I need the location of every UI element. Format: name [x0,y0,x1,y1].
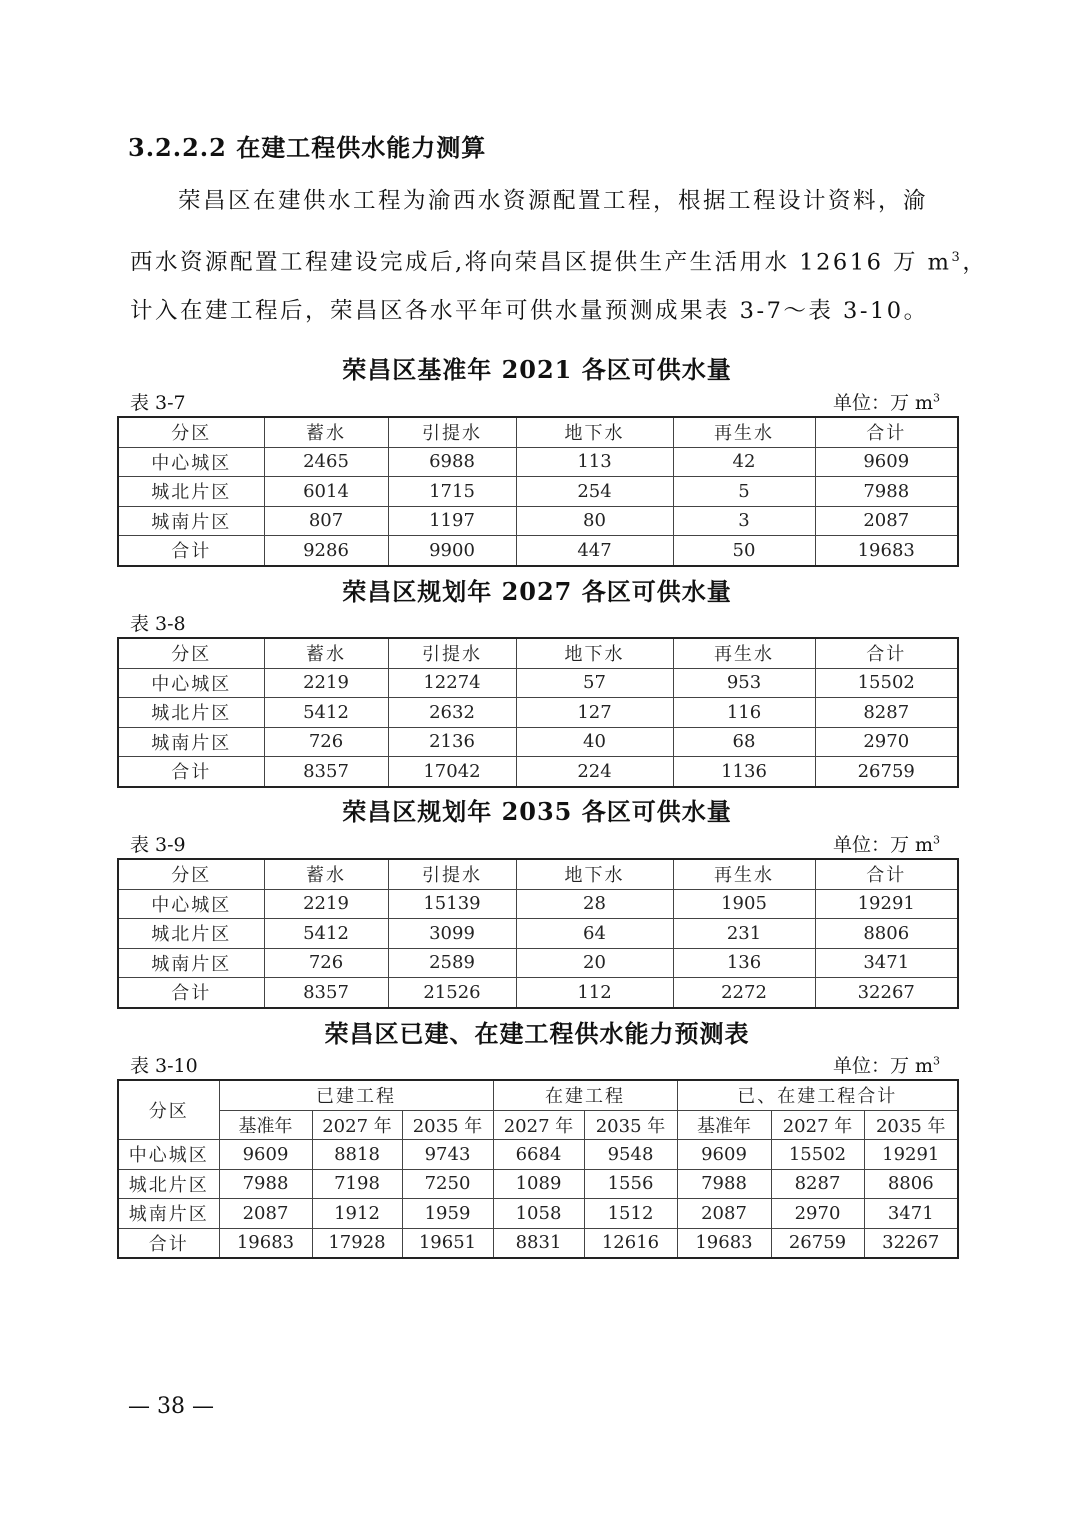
table-row [118,727,958,757]
table-cell: 2219 [264,668,388,698]
table-row [118,948,958,978]
table-total-row [118,757,958,787]
table-caption [130,830,940,856]
paragraph-line-2: 西水资源配置工程建设完成后,将向荣昌区提供生产生活用水 12616 万 $m^3$， [130,249,988,276]
table-caption [130,388,940,414]
table-cell: 1089 [493,1169,584,1199]
table-cell: 8818 [312,1140,402,1170]
table-cell: 116 [673,698,815,728]
table-cell: 726 [264,727,388,757]
table-cell: 231 [673,919,815,949]
table-row [118,1199,958,1229]
column-header: 分区 [118,417,264,447]
zone-cell: 合计 [118,536,264,566]
table-cell: 1197 [388,506,516,536]
column-header: 再生水 [673,417,815,447]
water-supply-table-3-8 [117,637,959,788]
table-cell: 2970 [771,1199,864,1229]
column-header: 合计 [815,638,958,668]
table-cell: 9609 [815,447,958,477]
table-cell: 5 [673,477,815,507]
table-cell: 447 [516,536,673,566]
zone-cell: 中心城区 [118,668,264,698]
column-header: 再生水 [673,859,815,889]
column-header: 合计 [815,417,958,447]
paragraph-line-3: 计入在建工程后，荣昌区各水平年可供水量预测成果表 3-7～表 3-10。 [130,298,929,324]
table-cell: 50 [673,536,815,566]
table-group-header-row [118,1080,958,1110]
column-header: 引提水 [388,417,516,447]
zone-cell: 城南片区 [118,727,264,757]
table-cell: 1058 [493,1199,584,1229]
zone-cell: 合计 [118,757,264,787]
table-cell: 1905 [673,889,815,919]
table-cell: 9743 [402,1140,493,1170]
table-cell: 6684 [493,1140,584,1170]
column-header: 再生水 [673,638,815,668]
table-cell: 127 [516,698,673,728]
paragraph-line-1: 荣昌区在建供水工程为渝西水资源配置工程，根据工程设计资料，渝 [178,188,929,214]
column-header: 引提水 [388,638,516,668]
table-cell: 2087 [219,1199,312,1229]
zone-cell: 合计 [118,1228,219,1258]
section-heading: 3.2.2.2 在建工程供水能力测算 [128,133,487,162]
table-row [118,889,958,919]
table-cell: 40 [516,727,673,757]
table-title: 荣昌区基准年 2021 各区可供水量 [342,355,732,384]
table-subheader-row [118,1110,958,1140]
column-header: 分区 [118,1080,219,1140]
table-row [118,1140,958,1170]
table-cell: 3471 [815,948,958,978]
table-cell: 9900 [388,536,516,566]
table-row [118,447,958,477]
table-row [118,506,958,536]
table-cell: 807 [264,506,388,536]
table-cell: 1715 [388,477,516,507]
table-number: 表 3-7 [130,392,186,414]
table-title: 荣昌区规划年 2027 各区可供水量 [342,577,732,606]
column-header: 蓄水 [264,638,388,668]
table-cell: 1959 [402,1199,493,1229]
table-cell: 3 [673,506,815,536]
table-cell: 726 [264,948,388,978]
table-cell: 2970 [815,727,958,757]
table-cell: 5412 [264,698,388,728]
table-cell: 8806 [815,919,958,949]
column-header: 2027 年 [771,1110,864,1140]
table-cell: 2465 [264,447,388,477]
zone-cell: 城南片区 [118,1199,219,1229]
column-header: 2035 年 [402,1110,493,1140]
zone-cell: 合计 [118,978,264,1008]
table-cell: 1556 [584,1169,677,1199]
table-cell: 9548 [584,1140,677,1170]
column-header: 2035 年 [864,1110,958,1140]
column-header: 蓄水 [264,417,388,447]
table-row [118,919,958,949]
column-header: 基准年 [677,1110,771,1140]
zone-cell: 中心城区 [118,447,264,477]
group-header: 已建工程 [219,1080,493,1110]
column-header: 2027 年 [493,1110,584,1140]
table-cell: 8287 [815,698,958,728]
table-cell: 8806 [864,1169,958,1199]
table-cell: 21526 [388,978,516,1008]
table-cell: 254 [516,477,673,507]
table-cell: 8357 [264,757,388,787]
column-header: 地下水 [516,859,673,889]
table-number: 表 3-9 [130,834,186,856]
table-row [118,698,958,728]
table-cell: 15139 [388,889,516,919]
table-cell: 3099 [388,919,516,949]
table-cell: 8357 [264,978,388,1008]
table-cell: 136 [673,948,815,978]
table-total-row [118,536,958,566]
table-cell: 32267 [815,978,958,1008]
zone-cell: 城南片区 [118,948,264,978]
table-cell: 1512 [584,1199,677,1229]
column-header: 基准年 [219,1110,312,1140]
table-cell: 57 [516,668,673,698]
table-cell: 19651 [402,1228,493,1258]
unit-label: 单位：万 $m^3$ [832,833,940,856]
table-title: 荣昌区规划年 2035 各区可供水量 [342,797,732,826]
zone-cell: 城北片区 [118,919,264,949]
column-header: 分区 [118,859,264,889]
table-cell: 15502 [771,1140,864,1170]
table-number: 表 3-10 [130,1055,198,1077]
table-cell: 2087 [815,506,958,536]
column-header: 蓄水 [264,859,388,889]
table-cell: 80 [516,506,673,536]
table-cell: 28 [516,889,673,919]
table-cell: 17928 [312,1228,402,1258]
table-cell: 6988 [388,447,516,477]
column-header: 2035 年 [584,1110,677,1140]
table-header-row [118,417,958,447]
table-cell: 7198 [312,1169,402,1199]
zone-cell: 中心城区 [118,1140,219,1170]
table-cell: 2219 [264,889,388,919]
table-cell: 2087 [677,1199,771,1229]
water-supply-table-3-7 [117,416,959,567]
table-cell: 64 [516,919,673,949]
column-header: 引提水 [388,859,516,889]
column-header: 地下水 [516,638,673,668]
table-cell: 7250 [402,1169,493,1199]
table-cell: 12616 [584,1228,677,1258]
table-caption [130,1051,940,1077]
table-cell: 1136 [673,757,815,787]
table-cell: 2272 [673,978,815,1008]
table-cell: 953 [673,668,815,698]
table-cell: 6014 [264,477,388,507]
table-cell: 19291 [864,1140,958,1170]
table-cell: 32267 [864,1228,958,1258]
zone-cell: 城北片区 [118,477,264,507]
table-number: 表 3-8 [130,613,186,635]
zone-cell: 中心城区 [118,889,264,919]
unit-label: 单位：万 $m^3$ [832,1054,940,1077]
supply-capacity-table-3-10 [117,1079,959,1259]
table-cell: 26759 [815,757,958,787]
table-cell: 68 [673,727,815,757]
table-cell: 112 [516,978,673,1008]
column-header: 合计 [815,859,958,889]
table-cell: 113 [516,447,673,477]
table-cell: 15502 [815,668,958,698]
table-cell: 19291 [815,889,958,919]
table-cell: 224 [516,757,673,787]
table-cell: 7988 [219,1169,312,1199]
table-cell: 3471 [864,1199,958,1229]
table-cell: 7988 [677,1169,771,1199]
group-header: 已、在建工程合计 [677,1080,958,1110]
table-cell: 19683 [219,1228,312,1258]
table-header-row [118,859,958,889]
table-cell: 2136 [388,727,516,757]
page-number: — 38 — [128,1394,214,1419]
column-header: 2027 年 [312,1110,402,1140]
water-supply-table-3-9 [117,858,959,1009]
table-cell: 7988 [815,477,958,507]
table-total-row [118,978,958,1008]
unit-label: 单位：万 $m^3$ [832,391,940,414]
zone-cell: 城北片区 [118,698,264,728]
table-cell: 26759 [771,1228,864,1258]
zone-cell: 城南片区 [118,506,264,536]
table-cell: 9609 [677,1140,771,1170]
table-row [118,668,958,698]
table-row [118,477,958,507]
table-cell: 17042 [388,757,516,787]
table-cell: 2589 [388,948,516,978]
table-caption [130,609,940,635]
table-cell: 8831 [493,1228,584,1258]
group-header: 在建工程 [493,1080,677,1110]
table-cell: 9609 [219,1140,312,1170]
table-cell: 9286 [264,536,388,566]
table-title: 荣昌区已建、在建工程供水能力预测表 [324,1019,750,1048]
table-cell: 12274 [388,668,516,698]
zone-cell: 城北片区 [118,1169,219,1199]
table-header-row [118,638,958,668]
table-cell: 19683 [815,536,958,566]
table-cell: 1912 [312,1199,402,1229]
table-cell: 19683 [677,1228,771,1258]
table-total-row [118,1228,958,1258]
table-cell: 5412 [264,919,388,949]
table-cell: 20 [516,948,673,978]
table-cell: 8287 [771,1169,864,1199]
table-row [118,1169,958,1199]
table-cell: 42 [673,447,815,477]
column-header: 地下水 [516,417,673,447]
column-header: 分区 [118,638,264,668]
table-cell: 2632 [388,698,516,728]
